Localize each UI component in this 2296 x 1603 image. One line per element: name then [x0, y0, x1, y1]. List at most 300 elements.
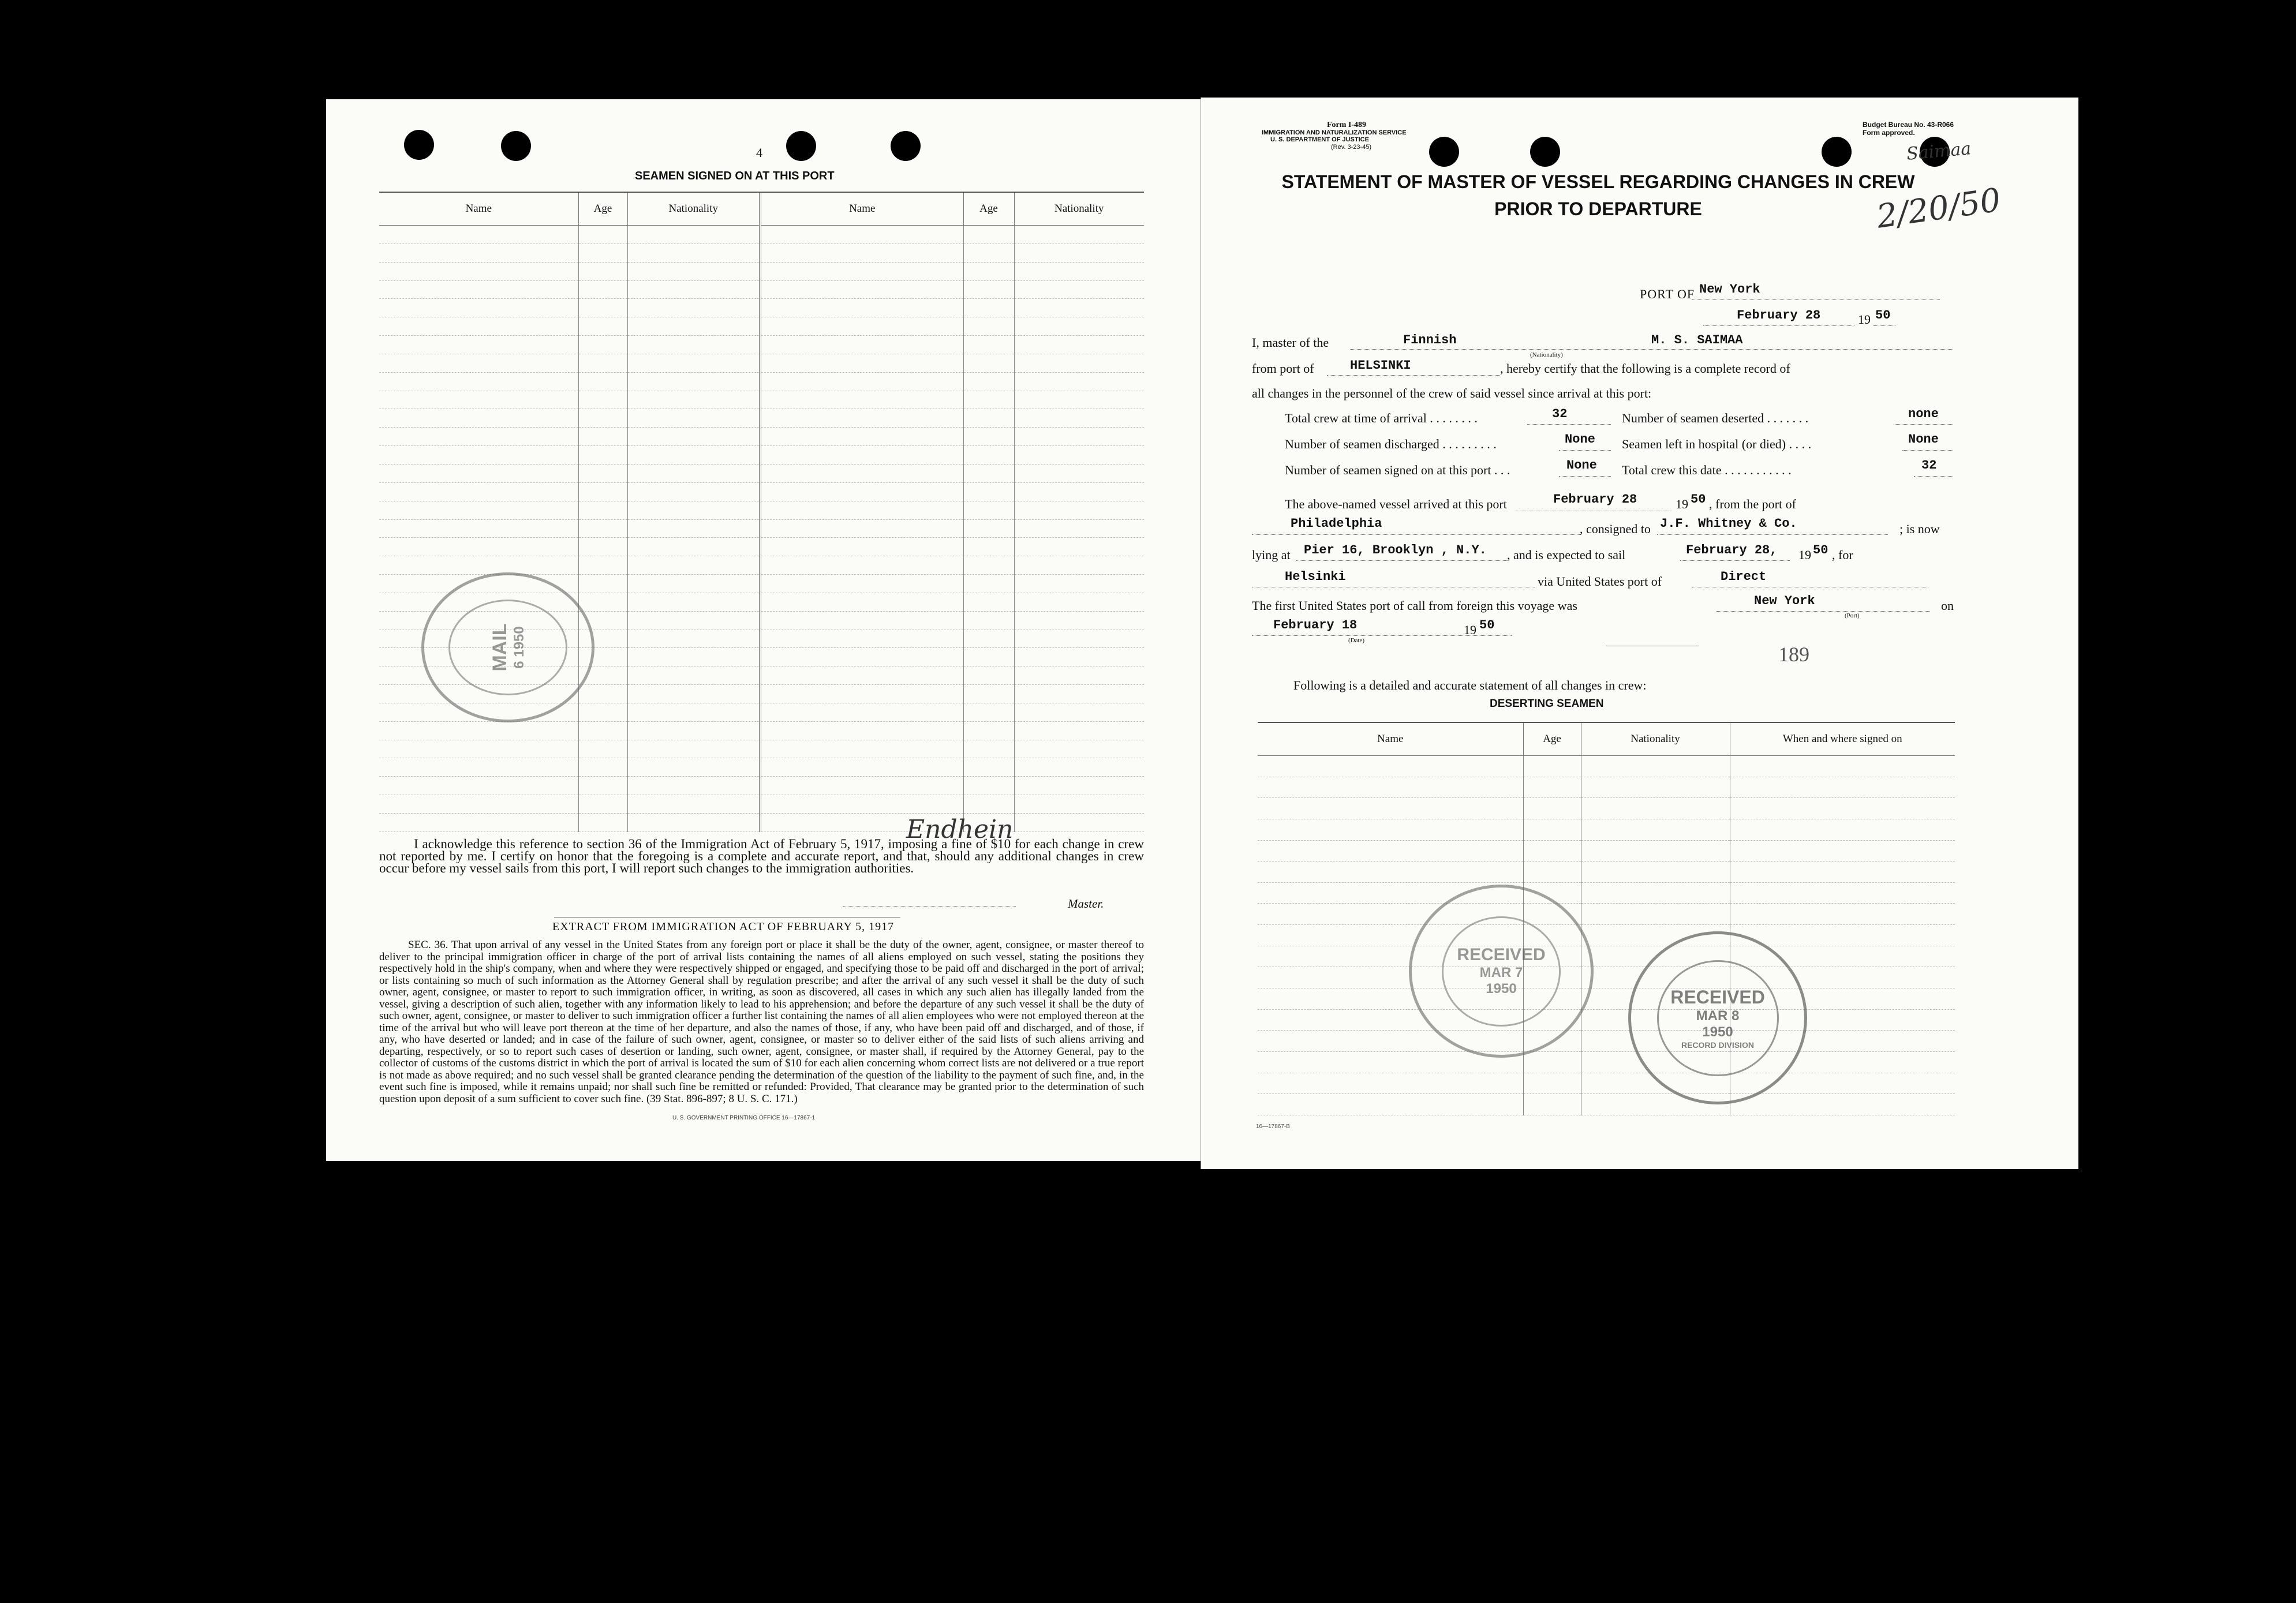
- via-label: via United States port of: [1538, 574, 1662, 589]
- first-date: February 18: [1273, 618, 1358, 632]
- table-cell: [578, 280, 627, 299]
- table-cell: [578, 814, 627, 832]
- table-cell: [627, 648, 760, 666]
- table-cell: [1014, 317, 1144, 336]
- table-cell: [760, 575, 963, 593]
- table-cell: [760, 538, 963, 556]
- for-label: , for: [1832, 548, 1853, 562]
- table-cell: [760, 648, 963, 666]
- extract-text: SEC. 36. That upon arrival of any vessel in the United States from any foreign port or place it shall be the duty of the owner, agent, consignee, or master thereof to deliver to the principal immigration officer in charge of the port of arrival lists containing the names of all aliens employed on such vessel, stating the positions they respectively hold in the ship's company, when and where they were respectively shipped or engaged, and specifying those to be paid off and discharged in the port of arrival; or lists containing so much of such information as the Attorney General shall by regulation prescribe; and after the arrival of any such vessel it shall be the duty of such owner, agent, consignee, or master to report to such immigration officer, in writing, as soon as discovered, all cases in which any such alien has illegally landed from the vessel, giving a description of such alien, together with any information likely to lead to his apprehension; and before the departure of any such vessel it shall be the duty of such owner, agent, consignee, or master to deliver to such immigration officer a further list containing the names of all alien employees who were not employed thereon at the time of the arrival but who will leave port thereon at the time of her departure, and also the names of those, if any, who have been paid off and discharged, and of those, if any, who have deserted or landed; and in case of the failure of such owner, agent, consignee, or master so to deliver either of the said lists of such aliens arriving and departing, respectively, or so to report such cases of desertion or landing, such owner, agent, consignee, or master shall, if required by the Attorney General, pay to the collector of customs of the customs district in which the port of arrival is located the sum of $10 for each alien concerning whom correct lists are not delivered or a true report is not made as above required; and no such vessel shall be granted clearance pending the determination of the question of the liability to the payment of such fine, and, in the event such fine is imposed, while it remains unpaid; nor shall such fine be remitted or refunded: Provided, That clearance may be granted prior to the determination of such question upon deposit of a sum sufficient to cover such fine. (39 Stat. 896-897; 8 U. S. C. 171.): [379, 939, 1144, 1105]
- table-row: [1258, 1073, 1955, 1094]
- table-row: [379, 721, 1144, 740]
- table-cell: [963, 575, 1014, 593]
- year-prefix: 19: [1858, 312, 1871, 327]
- table-cell: [963, 648, 1014, 666]
- table-cell: [627, 795, 760, 814]
- table-row: [1258, 777, 1955, 798]
- table-cell: [963, 685, 1014, 703]
- table-cell: [963, 519, 1014, 538]
- table-cell: [379, 262, 578, 280]
- table-cell: [627, 740, 760, 758]
- table-cell: [1523, 819, 1581, 840]
- table-row: [1258, 967, 1955, 988]
- master-label: I, master of the: [1252, 335, 1329, 350]
- table-cell: [760, 317, 963, 336]
- sail-year: 50: [1813, 543, 1828, 557]
- table-cell: [963, 244, 1014, 262]
- right-page: [1201, 98, 2078, 1169]
- table-cell: [627, 575, 760, 593]
- table-cell: [578, 556, 627, 575]
- table-row: [379, 336, 1144, 354]
- table-cell: [1014, 409, 1144, 428]
- table-cell: [760, 336, 963, 354]
- table-cell: [379, 226, 578, 244]
- table-cell: [963, 703, 1014, 721]
- table-cell: [627, 446, 760, 465]
- table-cell: [760, 226, 963, 244]
- table-cell: [379, 464, 578, 482]
- table-cell: [963, 428, 1014, 446]
- table-cell: [627, 409, 760, 428]
- table-row: [379, 446, 1144, 465]
- table-cell: [578, 593, 627, 611]
- via-value: Direct: [1721, 570, 1767, 584]
- table-cell: [627, 336, 760, 354]
- table-cell: [963, 317, 1014, 336]
- year-prefix: 19: [1798, 548, 1811, 562]
- signature-line: [843, 906, 1016, 907]
- section-title: SEAMEN SIGNED ON AT THIS PORT: [635, 170, 835, 182]
- table-cell: [627, 721, 760, 740]
- table-cell: [379, 372, 578, 391]
- stamped-number: 189: [1778, 643, 1809, 666]
- table-cell: [1523, 756, 1581, 777]
- total-crew-arrival-label: Total crew at time of arrival . . . . . . . .: [1285, 411, 1478, 425]
- table-cell: [1258, 1073, 1523, 1094]
- deserting-title: DESERTING SEAMEN: [1490, 698, 1604, 710]
- lying-at-label: lying at: [1252, 548, 1291, 562]
- table-row: [379, 409, 1144, 428]
- table-row: [379, 317, 1144, 336]
- sail-date: February 28,: [1686, 543, 1778, 557]
- table-cell: [963, 226, 1014, 244]
- table-cell: [963, 538, 1014, 556]
- consignee: J.F. Whitney & Co.: [1660, 516, 1797, 531]
- table-cell: [1730, 777, 1955, 798]
- table-cell: [1258, 862, 1523, 883]
- handwritten-note: Saimaa: [1905, 138, 1972, 164]
- table-cell: [578, 226, 627, 244]
- table-cell: [379, 538, 578, 556]
- punch-hole: [891, 131, 921, 161]
- table-cell: [760, 758, 963, 777]
- table-cell: [1014, 372, 1144, 391]
- consigned-label: , consigned to: [1580, 522, 1651, 536]
- table-cell: [760, 354, 963, 372]
- on-label: on: [1941, 598, 1954, 613]
- form-title: STATEMENT OF MASTER OF VESSEL REGARDING CHANGES IN CREW: [1281, 171, 1915, 192]
- table-cell: [760, 630, 963, 648]
- table-cell: [578, 721, 627, 740]
- table-cell: [627, 317, 760, 336]
- table-cell: [1258, 840, 1523, 862]
- table-cell: [379, 758, 578, 777]
- table-cell: [379, 501, 578, 519]
- table-cell: [627, 814, 760, 832]
- table-cell: [760, 501, 963, 519]
- table-row: [379, 428, 1144, 446]
- punch-hole: [501, 131, 531, 161]
- table-row: [379, 556, 1144, 575]
- table-cell: [963, 666, 1014, 685]
- table-cell: [1258, 1094, 1523, 1115]
- table-cell: [1014, 226, 1144, 244]
- column-header: Name: [760, 193, 963, 226]
- table-cell: [1730, 882, 1955, 904]
- table-cell: [578, 795, 627, 814]
- table-cell: [578, 354, 627, 372]
- table-cell: [760, 556, 963, 575]
- table-cell: [578, 538, 627, 556]
- table-cell: [379, 777, 578, 795]
- table-cell: [1581, 777, 1730, 798]
- table-cell: [1581, 862, 1730, 883]
- table-cell: [578, 317, 627, 336]
- previous-port: Philadelphia: [1291, 516, 1382, 531]
- table-cell: [578, 391, 627, 409]
- table-row: [379, 280, 1144, 299]
- table-cell: [963, 630, 1014, 648]
- vessel-value: M. S. SAIMAA: [1651, 333, 1743, 347]
- table-cell: [1523, 1094, 1581, 1115]
- column-header: Nationality: [1014, 193, 1144, 226]
- discharged-label: Number of seamen discharged . . . . . . . . .: [1285, 437, 1497, 451]
- table-cell: [963, 777, 1014, 795]
- table-cell: [627, 556, 760, 575]
- total-crew-arrival-value: 32: [1552, 407, 1568, 421]
- revision: (Rev. 3-23-45): [1331, 144, 1372, 151]
- first-port-label: The first United States port of call from foreign this voyage was: [1252, 598, 1577, 613]
- table-row: [379, 299, 1144, 317]
- column-header: Age: [963, 193, 1014, 226]
- table-cell: [1014, 464, 1144, 482]
- table-cell: [627, 482, 760, 501]
- port-caption: (Port): [1845, 612, 1860, 619]
- table-cell: [379, 519, 578, 538]
- left-page: [326, 99, 1205, 1161]
- table-cell: [1730, 819, 1955, 840]
- table-cell: [1014, 482, 1144, 501]
- table-row: [1258, 1094, 1955, 1115]
- table-cell: [1014, 795, 1144, 814]
- table-cell: [963, 611, 1014, 630]
- is-now: ; is now: [1899, 522, 1940, 536]
- table-cell: [760, 262, 963, 280]
- table-cell: [1014, 593, 1144, 611]
- table-cell: [578, 428, 627, 446]
- column-header: Age: [578, 193, 627, 226]
- table-cell: [1014, 556, 1144, 575]
- table-row: [379, 372, 1144, 391]
- hospital-value: None: [1908, 432, 1939, 447]
- table-row: [1258, 756, 1955, 777]
- punch-hole: [1822, 137, 1852, 167]
- table-cell: [627, 354, 760, 372]
- table-cell: [963, 721, 1014, 740]
- table-cell: [760, 299, 963, 317]
- table-row: [1258, 1051, 1955, 1073]
- table-cell: [963, 464, 1014, 482]
- table-cell: [1014, 428, 1144, 446]
- table-cell: [760, 777, 963, 795]
- extract-title: EXTRACT FROM IMMIGRATION ACT OF FEBRUARY 5, 1917: [552, 920, 895, 933]
- port-value: New York: [1699, 282, 1760, 297]
- table-cell: [627, 372, 760, 391]
- table-cell: [1581, 904, 1730, 925]
- table-cell: [627, 777, 760, 795]
- table-row: [1258, 798, 1955, 819]
- agency-line: IMMIGRATION AND NATURALIZATION SERVICE: [1262, 129, 1407, 136]
- table-cell: [1014, 538, 1144, 556]
- table-cell: [760, 721, 963, 740]
- certify-text: , hereby certify that the following is a complete record of: [1500, 361, 1790, 376]
- printer-line: U. S. GOVERNMENT PRINTING OFFICE 16—17867-1: [672, 1115, 816, 1121]
- table-cell: [1523, 1073, 1581, 1094]
- table-cell: [760, 409, 963, 428]
- table-cell: [760, 446, 963, 465]
- table-row: [379, 519, 1144, 538]
- table-cell: [963, 354, 1014, 372]
- table-cell: [1581, 840, 1730, 862]
- table-cell: [1523, 777, 1581, 798]
- table-row: [1258, 988, 1955, 1010]
- table-cell: [963, 482, 1014, 501]
- arrived-label: The above-named vessel arrived at this port: [1285, 497, 1507, 511]
- table-row: [379, 814, 1144, 832]
- table-cell: [627, 630, 760, 648]
- table-cell: [379, 299, 578, 317]
- punch-hole: [786, 131, 816, 161]
- acknowledgment-text: I acknowledge this reference to section 36 of the Immigration Act of February 5, 1917, imposing a fine of $10 for each change in crew not reported by me. I certify on honor that the foregoing is a complete and accurate report, and that, should any additional changes in crew occur before my vessel sails from this port, I will report such changes to the immigration authorities.: [379, 837, 1144, 875]
- table-cell: [963, 336, 1014, 354]
- table-cell: [1523, 798, 1581, 819]
- table-row: [1258, 1031, 1955, 1052]
- nationality-caption: (Nationality): [1530, 351, 1563, 358]
- deserted-label: Number of seamen deserted . . . . . . .: [1622, 411, 1809, 425]
- received-stamp: RECEIVED MAR 7 1950: [1409, 885, 1594, 1058]
- table-cell: [627, 501, 760, 519]
- table-cell: [1581, 756, 1730, 777]
- punch-hole: [1429, 137, 1459, 167]
- table-cell: [760, 482, 963, 501]
- table-cell: [760, 795, 963, 814]
- mail-stamp: MAIL 6 1950: [421, 572, 594, 722]
- from-port-value: HELSINKI: [1350, 358, 1411, 373]
- punch-hole: [1530, 137, 1560, 167]
- handwritten-date: 2/20/50: [1874, 181, 2003, 236]
- table-cell: [379, 814, 578, 832]
- master-signature: Endhein: [906, 815, 1014, 844]
- table-cell: [627, 703, 760, 721]
- table-row: [379, 262, 1144, 280]
- table-row: [379, 538, 1144, 556]
- table-cell: [963, 280, 1014, 299]
- table-cell: [578, 244, 627, 262]
- first-port-value: New York: [1754, 594, 1815, 608]
- table-cell: [760, 464, 963, 482]
- port-label: PORT OF: [1640, 287, 1695, 301]
- table-cell: [1730, 904, 1955, 925]
- table-cell: [627, 611, 760, 630]
- table-cell: [578, 777, 627, 795]
- table-cell: [963, 446, 1014, 465]
- table-cell: [1014, 244, 1144, 262]
- table-row: [379, 464, 1144, 482]
- table-cell: [963, 391, 1014, 409]
- column-header: Nationality: [1581, 723, 1730, 756]
- certify-text-2: all changes in the personnel of the crew of said vessel since arrival at this port:: [1252, 386, 1652, 400]
- table-cell: [963, 409, 1014, 428]
- budget-line: Form approved.: [1863, 129, 1915, 137]
- year-prefix: 19: [1464, 623, 1476, 637]
- table-cell: [1014, 262, 1144, 280]
- table-cell: [627, 280, 760, 299]
- table-cell: [760, 685, 963, 703]
- table-cell: [627, 244, 760, 262]
- year-value: 50: [1875, 308, 1891, 323]
- table-cell: [627, 428, 760, 446]
- table-cell: [1730, 840, 1955, 862]
- table-cell: [578, 482, 627, 501]
- table-cell: [1014, 501, 1144, 519]
- table-cell: [963, 795, 1014, 814]
- table-cell: [963, 593, 1014, 611]
- first-year: 50: [1479, 618, 1495, 632]
- table-row: [1258, 946, 1955, 967]
- table-cell: [379, 244, 578, 262]
- signed-on-table: [379, 192, 1144, 832]
- table-body: [1258, 756, 1955, 1115]
- date-value: February 28: [1737, 308, 1821, 323]
- nationality-value: Finnish: [1403, 333, 1457, 347]
- table-cell: [578, 685, 627, 703]
- budget-line: Budget Bureau No. 43-R066: [1863, 121, 1954, 129]
- table-cell: [578, 758, 627, 777]
- table-cell: [1014, 575, 1144, 593]
- table-cell: [578, 299, 627, 317]
- table-row: [379, 482, 1144, 501]
- table-cell: [578, 703, 627, 721]
- discharged-value: None: [1565, 432, 1595, 447]
- table-cell: [963, 758, 1014, 777]
- table-row: [379, 795, 1144, 814]
- table-cell: [379, 482, 578, 501]
- table-cell: [379, 556, 578, 575]
- table-cell: [963, 556, 1014, 575]
- table-row: [1258, 1009, 1955, 1031]
- table-cell: [627, 299, 760, 317]
- table-cell: [760, 391, 963, 409]
- from-port-of-label: , from the port of: [1709, 497, 1796, 511]
- table-cell: [1014, 685, 1144, 703]
- table-cell: [627, 519, 760, 538]
- table-row: [379, 777, 1144, 795]
- table-cell: [1730, 1094, 1955, 1115]
- table-cell: [627, 593, 760, 611]
- deserted-value: none: [1908, 407, 1939, 421]
- table-cell: [379, 428, 578, 446]
- table-cell: [379, 446, 578, 465]
- table-cell: [379, 317, 578, 336]
- table-cell: [1014, 391, 1144, 409]
- agency-line: U. S. DEPARTMENT OF JUSTICE: [1270, 136, 1369, 143]
- destination: Helsinki: [1285, 570, 1346, 584]
- table-cell: [760, 593, 963, 611]
- form-subtitle: PRIOR TO DEPARTURE: [1494, 198, 1702, 219]
- table-cell: [578, 372, 627, 391]
- table-cell: [1730, 798, 1955, 819]
- following-text: Following is a detailed and accurate statement of all changes in crew:: [1293, 678, 1647, 692]
- table-cell: [1014, 519, 1144, 538]
- table-cell: [379, 740, 578, 758]
- table-cell: [578, 409, 627, 428]
- table-cell: [578, 740, 627, 758]
- table-cell: [963, 262, 1014, 280]
- table-row: [1258, 882, 1955, 904]
- table-cell: [1014, 648, 1144, 666]
- table-row: [379, 740, 1144, 758]
- table-cell: [578, 501, 627, 519]
- table-row: [379, 244, 1144, 262]
- table-cell: [1730, 862, 1955, 883]
- lying-at-value: Pier 16, Brooklyn , N.Y.: [1304, 543, 1487, 557]
- table-cell: [963, 299, 1014, 317]
- table-row: [379, 501, 1144, 519]
- signed-on-label: Number of seamen signed on at this port . . .: [1285, 463, 1510, 477]
- table-cell: [760, 666, 963, 685]
- table-row: [1258, 840, 1955, 862]
- table-cell: [760, 740, 963, 758]
- table-cell: [1014, 354, 1144, 372]
- table-cell: [379, 354, 578, 372]
- table-cell: [627, 666, 760, 685]
- received-stamp: RECEIVED MAR 8 1950 RECORD DIVISION: [1628, 931, 1807, 1104]
- table-cell: [1014, 740, 1144, 758]
- from-port-label: from port of: [1252, 361, 1314, 376]
- arrived-date: February 28: [1553, 492, 1637, 507]
- table-cell: [379, 409, 578, 428]
- table-cell: [760, 244, 963, 262]
- table-cell: [760, 372, 963, 391]
- table-cell: [578, 262, 627, 280]
- column-header: When and where signed on: [1730, 723, 1955, 756]
- table-row: [1258, 819, 1955, 840]
- deserting-seamen-table: [1258, 722, 1955, 1115]
- column-header: Name: [1258, 723, 1523, 756]
- table-cell: [963, 740, 1014, 758]
- table-cell: [963, 501, 1014, 519]
- table-cell: [627, 685, 760, 703]
- expected-label: , and is expected to sail: [1507, 548, 1626, 562]
- signed-on-value: None: [1566, 458, 1597, 473]
- table-cell: [1014, 758, 1144, 777]
- table-cell: [1523, 840, 1581, 862]
- table-cell: [1014, 446, 1144, 465]
- table-cell: [379, 795, 578, 814]
- form-number: Form I-489: [1327, 121, 1367, 129]
- table-cell: [1523, 1051, 1581, 1073]
